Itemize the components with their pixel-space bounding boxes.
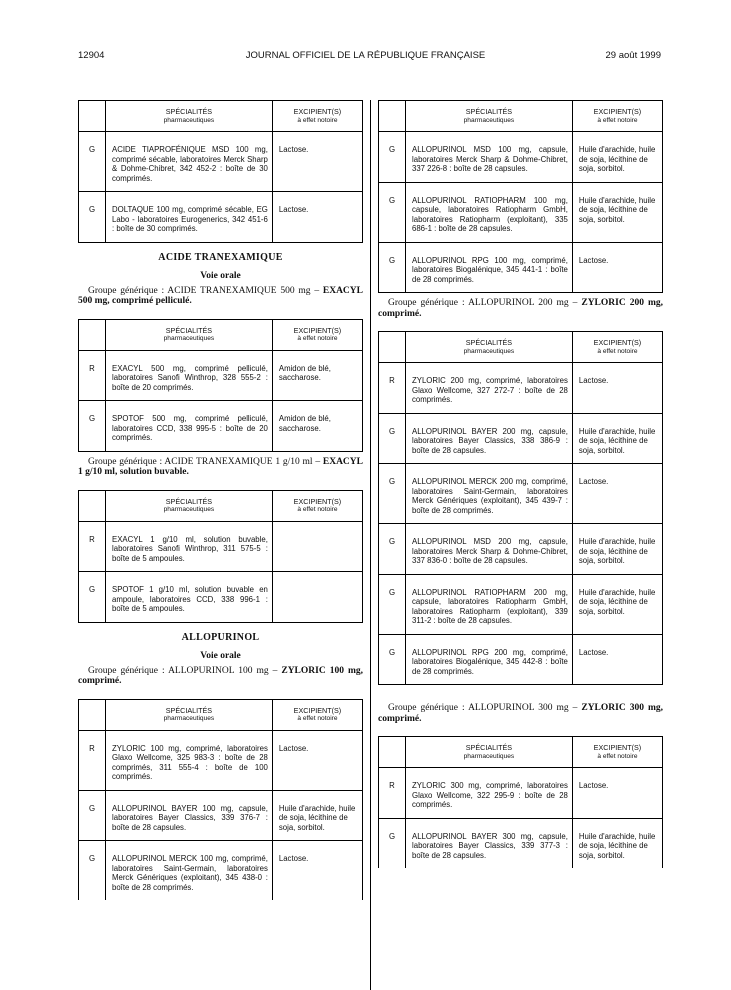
specialite-cell: ALLOPURINOL BAYER 300 mg, capsule, laboratoires Bayer Classics, 339 377-3 : boîte de 28 capsules. — [406, 818, 573, 868]
route-subtitle: Voie orale — [200, 650, 241, 661]
specialite-cell: ALLOPURINOL RPG 100 mg, comprimé, laboratoires Biogalénique, 345 441-1 : boîte de 28 comprimés. — [406, 242, 573, 293]
type-column-header — [79, 101, 106, 132]
specialites-header-line2: pharmaceutiques — [463, 752, 515, 760]
excipients-header — [272, 699, 362, 730]
group-text: Groupe générique : ALLOPURINOL 300 mg – — [388, 703, 582, 713]
section-title: ALLOPURINOL — [181, 631, 260, 643]
specialite-cell: ALLOPURINOL BAYER 100 mg, capsule, laboratoires Bayer Classics, 339 376-7 : boîte de 28 capsules. — [106, 790, 273, 841]
row-type-code: G — [379, 132, 406, 183]
left-column — [78, 100, 363, 900]
excipient-cell: Huile d'arachide, huile de soja, lécithine de soja, sorbitol. — [572, 413, 662, 464]
group-text: Groupe générique : ALLOPURINOL 200 mg – — [388, 298, 582, 308]
row-type-code: R — [79, 350, 106, 401]
excipient-cell: Lactose. — [572, 464, 662, 524]
generic-group-heading — [378, 298, 663, 319]
specialites-header-line1: SPÉCIALITÉS — [165, 107, 213, 116]
table-row — [379, 574, 663, 634]
specialites-table — [78, 699, 363, 901]
specialites-table — [78, 100, 363, 243]
excipients-header-line1: EXCIPIENT(S) — [593, 107, 642, 116]
table-row — [379, 768, 663, 819]
excipient-cell: Lactose. — [272, 841, 362, 901]
row-type-code: G — [379, 413, 406, 464]
excipient-cell — [272, 572, 362, 623]
row-type-code: G — [79, 572, 106, 623]
table-header-row — [379, 332, 663, 363]
specialites-header — [406, 332, 573, 363]
row-type-code: R — [379, 363, 406, 414]
row-type-code: G — [379, 182, 406, 242]
specialite-cell: ALLOPURINOL BAYER 200 mg, capsule, laboratoires Bayer Classics, 338 386-9 : boîte de 28 capsules. — [406, 413, 573, 464]
specialites-header-line1: SPÉCIALITÉS — [165, 496, 213, 506]
type-column-header — [379, 101, 406, 132]
specialites-table — [78, 319, 363, 452]
excipient-cell: Huile d'arachide, huile de soja, lécithine de soja, sorbitol. — [572, 574, 662, 634]
specialites-header-line2: pharmaceutiques — [163, 335, 215, 342]
row-type-code: G — [79, 132, 106, 192]
group-text: Groupe générique : ALLOPURINOL 100 mg – — [88, 665, 282, 676]
specialite-cell: ZYLORIC 200 mg, comprimé, laboratoires Glaxo Wellcome, 327 272-7 : boîte de 28 comprimés. — [406, 363, 573, 414]
excipients-header — [272, 101, 362, 132]
specialites-header — [406, 101, 573, 132]
specialite-cell: ZYLORIC 300 mg, comprimé, laboratoires Glaxo Wellcome, 322 295-9 : boîte de 28 comprimés. — [406, 768, 573, 819]
section-title: ACIDE TRANEXAMIQUE — [158, 251, 283, 263]
excipients-header-line2: à effet notoire — [297, 335, 338, 342]
row-type-code: G — [379, 818, 406, 868]
generic-group-heading — [78, 666, 363, 687]
excipients-header — [272, 319, 362, 350]
specialites-header-line2: pharmaceutiques — [163, 506, 215, 513]
specialites-header-line2: pharmaceutiques — [463, 116, 515, 124]
row-type-code: G — [79, 192, 106, 243]
specialites-table — [378, 736, 663, 868]
generic-group-heading — [78, 457, 363, 478]
journal-title: JOURNAL OFFICIEL DE LA RÉPUBLIQUE FRANÇAISE — [245, 50, 486, 61]
generic-group-heading — [378, 703, 663, 724]
specialite-cell: ALLOPURINOL MSD 100 mg, capsule, laboratoires Merck Sharp & Dohme-Chibret, 337 226-8 : boîte de 28 capsules. — [406, 132, 573, 183]
excipient-cell: Amidon de blé, saccharose. — [272, 350, 362, 401]
specialite-cell: SPOTOF 1 g/10 ml, solution buvable en ampoule, laboratoires CCD, 338 996-1 : boîte de 5 ampoules. — [106, 572, 273, 623]
excipient-cell: Lactose. — [572, 363, 662, 414]
row-type-code: G — [79, 401, 106, 452]
table-row — [79, 841, 363, 901]
table-row — [379, 413, 663, 464]
generic-group-heading — [78, 286, 363, 307]
excipients-header-line1: EXCIPIENT(S) — [593, 338, 642, 347]
route-subtitle: Voie orale — [200, 270, 241, 281]
excipients-header-line2: à effet notoire — [597, 347, 638, 355]
excipients-header — [572, 737, 662, 768]
specialite-cell: ZYLORIC 100 mg, comprimé, laboratoires Glaxo Wellcome, 325 983-3 : boîte de 28 comprimés, 311 555-4 : boîte de 100 comprimés. — [106, 730, 273, 790]
table-row — [379, 524, 663, 575]
table-row — [379, 818, 663, 868]
excipient-cell: Lactose. — [272, 730, 362, 790]
excipient-cell: Huile d'arachide, huile de soja, lécithine de soja, sorbitol. — [272, 790, 362, 841]
table-row — [79, 350, 363, 401]
excipient-cell: Lactose. — [272, 192, 362, 243]
table-header-row — [79, 490, 363, 521]
specialite-cell: ALLOPURINOL MERCK 100 mg, comprimé, laboratoires Saint-Germain, laboratoires Merck Génériques (exploitant), 345 438-0 : boîte de 28 comprimés. — [106, 841, 273, 901]
type-column-header — [79, 319, 106, 350]
excipient-cell: Lactose. — [272, 132, 362, 192]
excipients-header-line2: à effet notoire — [297, 506, 338, 513]
group-reference: ZYLORIC 100 mg, comprimé. — [78, 665, 363, 686]
specialites-header — [106, 319, 273, 350]
specialite-cell: ALLOPURINOL MSD 200 mg, capsule, laboratoires Merck Sharp & Dohme-Chibret, 337 836-0 : boîte de 28 capsules. — [406, 524, 573, 575]
row-type-code: G — [379, 242, 406, 293]
specialites-header-line1: SPÉCIALITÉS — [465, 107, 513, 116]
table-row — [79, 521, 363, 572]
excipients-header-line1: EXCIPIENT(S) — [293, 325, 342, 335]
specialite-cell: SPOTOF 500 mg, comprimé pelliculé, laboratoires CCD, 338 995-5 : boîte de 20 comprimés. — [106, 401, 273, 452]
excipient-cell: Lactose. — [572, 634, 662, 685]
specialite-cell: EXACYL 1 g/10 ml, solution buvable, laboratoires Sanofi Winthrop, 311 575-5 : boîte de 5 ampoules. — [106, 521, 273, 572]
table-row — [379, 182, 663, 242]
excipients-header — [272, 490, 362, 521]
specialites-header-line2: pharmaceutiques — [463, 347, 515, 355]
excipient-cell: Huile d'arachide, huile de soja, lécithine de soja, sorbitol. — [572, 182, 662, 242]
specialites-table — [78, 490, 363, 623]
excipients-header — [572, 332, 662, 363]
specialites-header — [106, 490, 273, 521]
excipients-header-line2: à effet notoire — [597, 752, 638, 760]
excipients-header-line2: à effet notoire — [597, 116, 638, 124]
excipients-header-line1: EXCIPIENT(S) — [293, 107, 342, 116]
table-row — [79, 572, 363, 623]
excipients-header-line1: EXCIPIENT(S) — [593, 743, 642, 752]
row-type-code: G — [379, 574, 406, 634]
specialites-header-line1: SPÉCIALITÉS — [465, 338, 513, 347]
table-row — [379, 242, 663, 293]
specialites-header-line1: SPÉCIALITÉS — [165, 325, 213, 335]
specialite-cell: ALLOPURINOL RATIOPHARM 200 mg, capsule, laboratoires Ratiopharm GmbH, laboratoires Ratiopharm (exploitant), 339 311-2 : boîte de 28 capsules. — [406, 574, 573, 634]
table-row — [79, 730, 363, 790]
specialites-header — [106, 699, 273, 730]
specialites-header — [406, 737, 573, 768]
table-header-row — [79, 699, 363, 730]
row-type-code: R — [79, 730, 106, 790]
excipient-cell: Amidon de blé, saccharose. — [272, 401, 362, 452]
table-row — [379, 363, 663, 414]
excipient-cell: Lactose. — [572, 242, 662, 293]
specialites-header-line2: pharmaceutiques — [163, 116, 215, 124]
group-reference: EXACYL 500 mg, comprimé pelliculé. — [78, 285, 363, 306]
type-column-header — [379, 737, 406, 768]
table-header-row — [79, 319, 363, 350]
specialite-cell: EXACYL 500 mg, comprimé pelliculé, laboratoires Sanofi Winthrop, 328 555-2 : boîte de 20 comprimés. — [106, 350, 273, 401]
excipient-cell: Huile d'arachide, huile de soja, lécithine de soja, sorbitol. — [572, 132, 662, 183]
table-header-row — [379, 101, 663, 132]
specialites-table — [378, 100, 663, 293]
specialite-cell: ALLOPURINOL MERCK 200 mg, comprimé, laboratoires Saint-Germain, laboratoires Merck Génériques (exploitant), 345 439-7 : boîte de 28 comprimés. — [406, 464, 573, 524]
excipient-cell: Huile d'arachide, huile de soja, lécithine de soja, sorbitol. — [572, 818, 662, 868]
row-type-code: G — [79, 790, 106, 841]
group-reference: EXACYL 1 g/10 ml, solution buvable. — [78, 456, 363, 477]
row-type-code: R — [379, 768, 406, 819]
specialite-cell: DOLTAQUE 100 mg, comprimé sécable, EG Labo - laboratoires Eurogenerics, 342 451-6 : boîte de 30 comprimés. — [106, 192, 273, 243]
excipient-cell: Huile d'arachide, huile de soja, lécithine de soja, sorbitol. — [572, 524, 662, 575]
column-divider — [370, 100, 371, 990]
row-type-code: G — [79, 841, 106, 901]
table-header-row — [79, 101, 363, 132]
excipients-header — [572, 101, 662, 132]
row-type-code: G — [379, 524, 406, 575]
excipients-header-line2: à effet notoire — [297, 715, 338, 722]
specialites-header-line2: pharmaceutiques — [163, 715, 215, 722]
table-row — [79, 192, 363, 243]
excipient-cell: Lactose. — [572, 768, 662, 819]
excipients-header-line1: EXCIPIENT(S) — [293, 496, 342, 506]
table-row — [379, 132, 663, 183]
group-reference: ZYLORIC 300 mg, comprimé. — [378, 703, 663, 724]
row-type-code: G — [379, 464, 406, 524]
table-row — [379, 634, 663, 685]
page-number: 12904 — [78, 50, 105, 61]
specialites-table — [378, 331, 663, 685]
table-row — [79, 790, 363, 841]
specialites-header-line1: SPÉCIALITÉS — [465, 743, 513, 752]
group-reference: ZYLORIC 200 mg, comprimé. — [378, 298, 663, 319]
row-type-code: G — [379, 634, 406, 685]
table-row — [379, 464, 663, 524]
specialite-cell: ACIDE TIAPROFÉNIQUE MSD 100 mg, comprimé sécable, laboratoires Merck Sharp & Dohme-Chibret, 342 452-2 : boîte de 30 comprimés. — [106, 132, 273, 192]
right-column — [378, 100, 663, 868]
issue-date: 29 août 1999 — [605, 50, 661, 61]
specialite-cell: ALLOPURINOL RATIOPHARM 100 mg, capsule, laboratoires Ratiopharm GmbH, laboratoires Ratiopharm (exploitant), 335 686-1 : boîte de 28 capsules. — [406, 182, 573, 242]
specialites-header — [106, 101, 273, 132]
specialites-header-line1: SPÉCIALITÉS — [165, 705, 213, 715]
group-text: Groupe générique : ACIDE TRANEXAMIQUE 1 g/10 ml – — [88, 456, 323, 467]
specialite-cell: ALLOPURINOL RPG 200 mg, comprimé, laboratoires Biogalénique, 345 442-8 : boîte de 28 comprimés. — [406, 634, 573, 685]
type-column-header — [79, 699, 106, 730]
type-column-header — [379, 332, 406, 363]
excipients-header-line1: EXCIPIENT(S) — [293, 705, 342, 715]
table-row — [79, 401, 363, 452]
row-type-code: R — [79, 521, 106, 572]
group-text: Groupe générique : ACIDE TRANEXAMIQUE 500 mg – — [88, 285, 323, 296]
type-column-header — [79, 490, 106, 521]
excipients-header-line2: à effet notoire — [297, 116, 338, 124]
table-header-row — [379, 737, 663, 768]
table-row — [79, 132, 363, 192]
excipient-cell — [272, 521, 362, 572]
